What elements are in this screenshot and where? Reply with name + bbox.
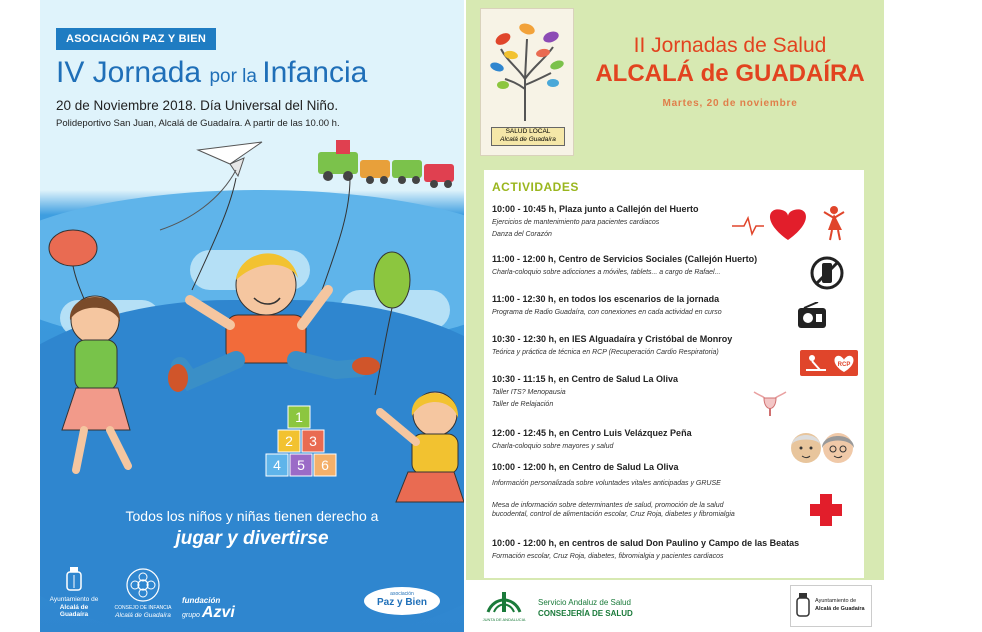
activity-title: 12:00 - 12:45 h, en Centro Luis Velázquez Peña <box>492 428 692 438</box>
coat-of-arms-icon <box>64 566 84 594</box>
title-part-1: IV Jornada <box>56 56 210 89</box>
title-part-3: Infancia <box>262 56 368 89</box>
tagline-line-2: jugar y divertirse <box>175 528 329 549</box>
activity-title: 10:00 - 10:45 h, Plaza junto a Callejón del Huerto <box>492 204 699 214</box>
activity-desc: Teórica y práctica de técnica en RCP (Recuperación Cardio Respiratoria) <box>492 349 719 356</box>
activity-title: 10:30 - 12:30 h, en IES Alguadaíra y Cristóbal de Monroy <box>492 334 733 344</box>
ayuntamiento-logo-right <box>790 585 872 627</box>
azvi-logo <box>182 597 235 621</box>
org-badge: ASOCIACIÓN PAZ Y BIEN <box>56 28 216 50</box>
activity-item <box>492 374 792 408</box>
block-1: 1 <box>295 409 303 425</box>
junta-label: JUNTA DE ANDALUCIA <box>482 617 526 622</box>
activity-item <box>492 428 792 450</box>
activity-item <box>492 502 792 518</box>
pyb-name: Paz y Bien <box>376 597 428 608</box>
flower-ring-icon <box>124 566 162 604</box>
salud-footer <box>466 580 884 632</box>
activity-title: 10:00 - 12:00 h, en centros de salud Don Paulino y Campo de las Beatas <box>492 538 800 548</box>
tagline-line-1: Todos los niños y niñas tienen derecho a <box>125 508 379 524</box>
consejo-infancia-logo <box>112 566 174 620</box>
activity-desc: Ejercicios de mantenimiento para pacientes cardiacos <box>492 219 660 226</box>
activity-desc: Taller ITS? Menopausia <box>492 389 566 396</box>
salud-poster <box>466 0 884 632</box>
rcp-icon <box>800 348 858 378</box>
green-balloon-icon <box>374 252 410 395</box>
heart-icon <box>732 204 862 244</box>
girl-right <box>380 392 464 502</box>
activity-desc: Programa de Radio Guadaíra, con conexiones en cada actividad en curso <box>492 309 722 316</box>
salud-date: Martes, 20 de noviembre <box>662 98 798 109</box>
block-4: 4 <box>273 457 281 473</box>
activity-desc: Charla-coloquio sobre mayores y salud <box>492 443 614 450</box>
tree-logo-line-1: SALUD LOCAL <box>505 128 551 135</box>
consejo-ring-text: CONSEJO DE INFANCIA <box>114 605 172 612</box>
activities-card <box>484 170 864 578</box>
activity-desc: Taller de Relajación <box>492 401 554 408</box>
title-part-2: por la <box>209 66 263 87</box>
azvi-grupo: grupo <box>182 612 200 619</box>
tree-logo-line-2: Alcalá de Guadaíra <box>500 136 556 144</box>
number-blocks <box>266 406 336 476</box>
block-3: 3 <box>309 433 317 449</box>
consejo-line: Alcalá de Guadaíra <box>115 612 171 620</box>
activity-item <box>492 294 792 316</box>
radio-icon <box>796 302 828 330</box>
block-5: 5 <box>297 457 305 473</box>
red-cross-icon <box>808 492 844 528</box>
activity-desc: Información personalizada sobre voluntades vitales anticipadas y GRUSE <box>492 480 721 487</box>
no-phone-icon <box>810 256 844 290</box>
activity-desc: Formación escolar, Cruz Roja, diabetes, fibromialgia y pacientes cardiacos <box>492 553 724 560</box>
activity-title: 10:00 - 12:00 h, en Centro de Salud La Oliva <box>492 462 679 472</box>
poster-title <box>56 56 367 90</box>
dancer-icon <box>824 206 844 240</box>
activity-desc: Danza del Corazón <box>492 231 552 238</box>
rcp-label: RCP <box>837 362 851 368</box>
uterus-icon <box>750 386 790 418</box>
sas-logo <box>538 598 633 618</box>
activity-title: 11:00 - 12:00 h, Centro de Servicios Sociales (Callejón Huerto) <box>492 254 758 264</box>
activity-title: 10:30 - 11:15 h, en Centro de Salud La Oliva <box>492 374 679 384</box>
poster-location: Polideportivo San Juan, Alcalá de Guadaíra. A partir de las 10.00 h. <box>56 118 340 129</box>
activity-desc: Mesa de información sobre determinantes de salud, promoción de la salud <box>492 502 724 509</box>
activity-desc: Charla-coloquio sobre adicciones a móviles, tablets... a cargo de Rafael... <box>492 269 721 276</box>
activity-desc: bucodental, control de alimentación escolar, Cruz Roja, diabetes y fibromialgia <box>492 511 735 518</box>
pyb-asoc: asociación <box>390 591 414 597</box>
sas-line-2: CONSEJERÍA DE SALUD <box>538 609 633 618</box>
ayuntamiento-logo <box>46 566 102 619</box>
coat-of-arms-icon <box>795 592 811 620</box>
poster-subtitle: 20 de Noviembre 2018. Día Universal del Niño. <box>56 98 339 113</box>
junta-emblem-icon <box>484 586 524 616</box>
paz-y-bien-logo <box>364 587 440 615</box>
activity-item <box>492 462 792 487</box>
ayto-right-line-1: Ayuntamiento de <box>815 598 857 604</box>
infancia-poster <box>40 0 464 632</box>
paper-plane-icon <box>160 142 262 230</box>
activity-title: 11:00 - 12:30 h, en todos los escenarios de la jornada <box>492 294 720 304</box>
azvi-fundacion: fundación <box>182 596 221 605</box>
activity-item <box>492 334 792 356</box>
toy-train-icon <box>318 140 454 188</box>
ayto-line-1: Ayuntamiento de <box>49 596 99 604</box>
children-illustration <box>40 130 464 510</box>
elderly-couple-icon <box>788 428 858 468</box>
ayto-line-2: Alcalá de Guadaíra <box>59 603 89 619</box>
salud-title-line-2: ALCALÁ de GUADAÍRA <box>595 60 865 87</box>
jumping-boy <box>168 253 380 392</box>
sas-line-1: Servicio Andaluz de Salud <box>538 598 631 607</box>
ayto-right-line-2: Alcalá de Guadaíra <box>815 606 865 612</box>
activity-item <box>492 538 800 560</box>
salud-title-line-1: II Jornadas de Salud <box>633 34 827 57</box>
azvi-name: Azvi <box>201 604 235 621</box>
activities-heading: ACTIVIDADES <box>492 180 579 194</box>
junta-andalucia-logo <box>482 586 526 626</box>
block-2: 2 <box>285 433 293 449</box>
girl-left <box>62 296 130 470</box>
activity-item <box>492 254 792 276</box>
salud-local-label <box>491 127 565 146</box>
block-6: 6 <box>321 457 329 473</box>
